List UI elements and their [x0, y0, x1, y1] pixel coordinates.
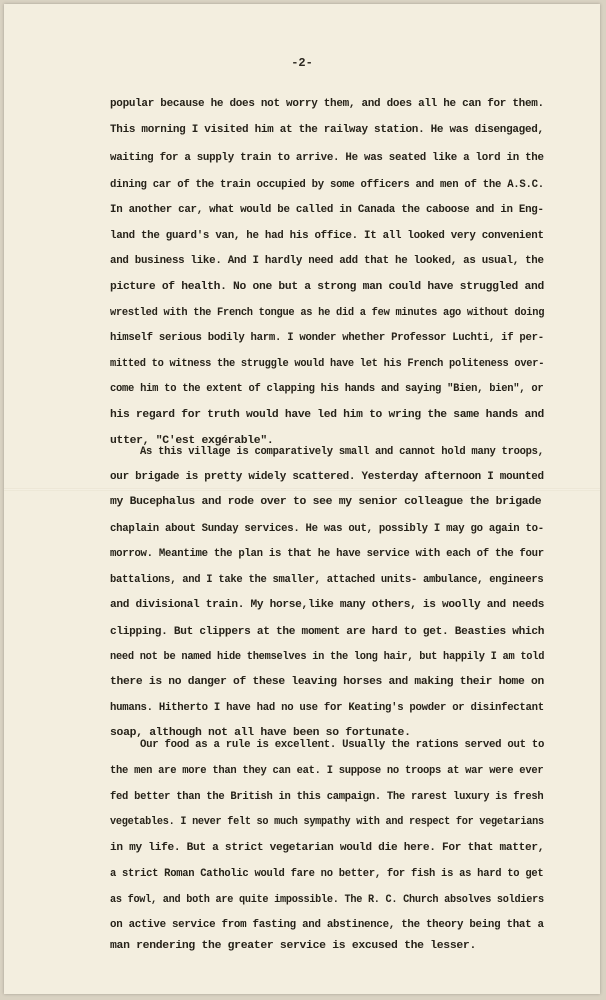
text-line: This morning I visited him at the railway station. He was disengaged,	[110, 124, 544, 136]
text-line: picture of health. No one but a strong man could have struggled and	[110, 281, 544, 293]
text-line: wrestled with the French tongue as he did a few minutes ago without doing	[110, 307, 545, 319]
text-line: land the guard's van, he had his office. It all looked very convenient	[110, 230, 544, 242]
text-line: need not be named hide themselves in the long hair, but happily I am told	[110, 651, 545, 663]
text-line: popular because he does not worry them, and does all he can for them.	[110, 98, 544, 110]
text-line: utter, "C'est exgérable".	[110, 435, 274, 447]
text-line: morrow. Meantime the plan is that he have service with each of the four	[110, 548, 544, 560]
text-line: on active service from fasting and abstinence, the theory being that a	[110, 919, 544, 931]
text-line: waiting for a supply train to arrive. He was seated like a lord in the	[110, 152, 544, 164]
letter-page	[4, 4, 600, 994]
text-line: dining car of the train occupied by some officers and men of the A.S.C.	[110, 179, 544, 191]
text-line: a strict Roman Catholic would fare no better, for fish is as hard to get	[110, 868, 544, 880]
text-line: As this village is comparatively small and cannot hold many troops,	[140, 446, 544, 458]
text-line: and business like. And I hardly need add that he looked, as usual, the	[110, 255, 544, 267]
text-line: chaplain about Sunday services. He was out, possibly I may go again to-	[110, 523, 544, 535]
text-line: our brigade is pretty widely scattered. Yesterday afternoon I mounted	[110, 471, 544, 483]
text-line: his regard for truth would have led him to wring the same hands and	[110, 409, 544, 421]
paper-fold-crease	[4, 488, 600, 491]
text-line: the men are more than they can eat. I suppose no troops at war were ever	[110, 765, 544, 777]
text-line: vegetables. I never felt so much sympathy with and respect for vegetarians	[110, 816, 544, 828]
text-line: humans. Hitherto I have had no use for Keating's powder or disinfectant	[110, 702, 544, 714]
text-line: come him to the extent of clapping his hands and saying "Bien, bien", or	[110, 383, 544, 395]
text-line: himself serious bodily harm. I wonder whether Professor Luchti, if per-	[110, 332, 544, 344]
text-line: In another car, what would be called in Canada the caboose and in Eng-	[110, 204, 544, 216]
text-line: mitted to witness the struggle would have let his French politeness over-	[110, 358, 545, 370]
text-line: soap, although not all have been so fortunate.	[110, 727, 411, 739]
text-line: fed better than the British in this campaign. The rarest luxury is fresh	[110, 791, 544, 803]
text-line: in my life. But a strict vegetarian would die here. For that matter,	[110, 842, 545, 854]
text-line: there is no danger of these leaving horses and making their home on	[110, 676, 544, 688]
text-line: and divisional train. My horse,like many others, is woolly and needs	[110, 599, 545, 611]
text-line: as fowl, and both are quite impossible. The R. C. Church absolves soldiers	[110, 894, 544, 906]
text-line: man rendering the greater service is excused the lesser.	[110, 940, 476, 952]
text-line: battalions, and I take the smaller, attached units- ambulance, engineers	[110, 574, 544, 586]
text-line: my Bucephalus and rode over to see my senior colleague the brigade	[110, 496, 542, 508]
text-line: clipping. But clippers at the moment are hard to get. Beasties which	[110, 626, 545, 638]
page-number: -2-	[291, 56, 313, 70]
text-line: Our food as a rule is excellent. Usually the rations served out to	[140, 739, 545, 751]
